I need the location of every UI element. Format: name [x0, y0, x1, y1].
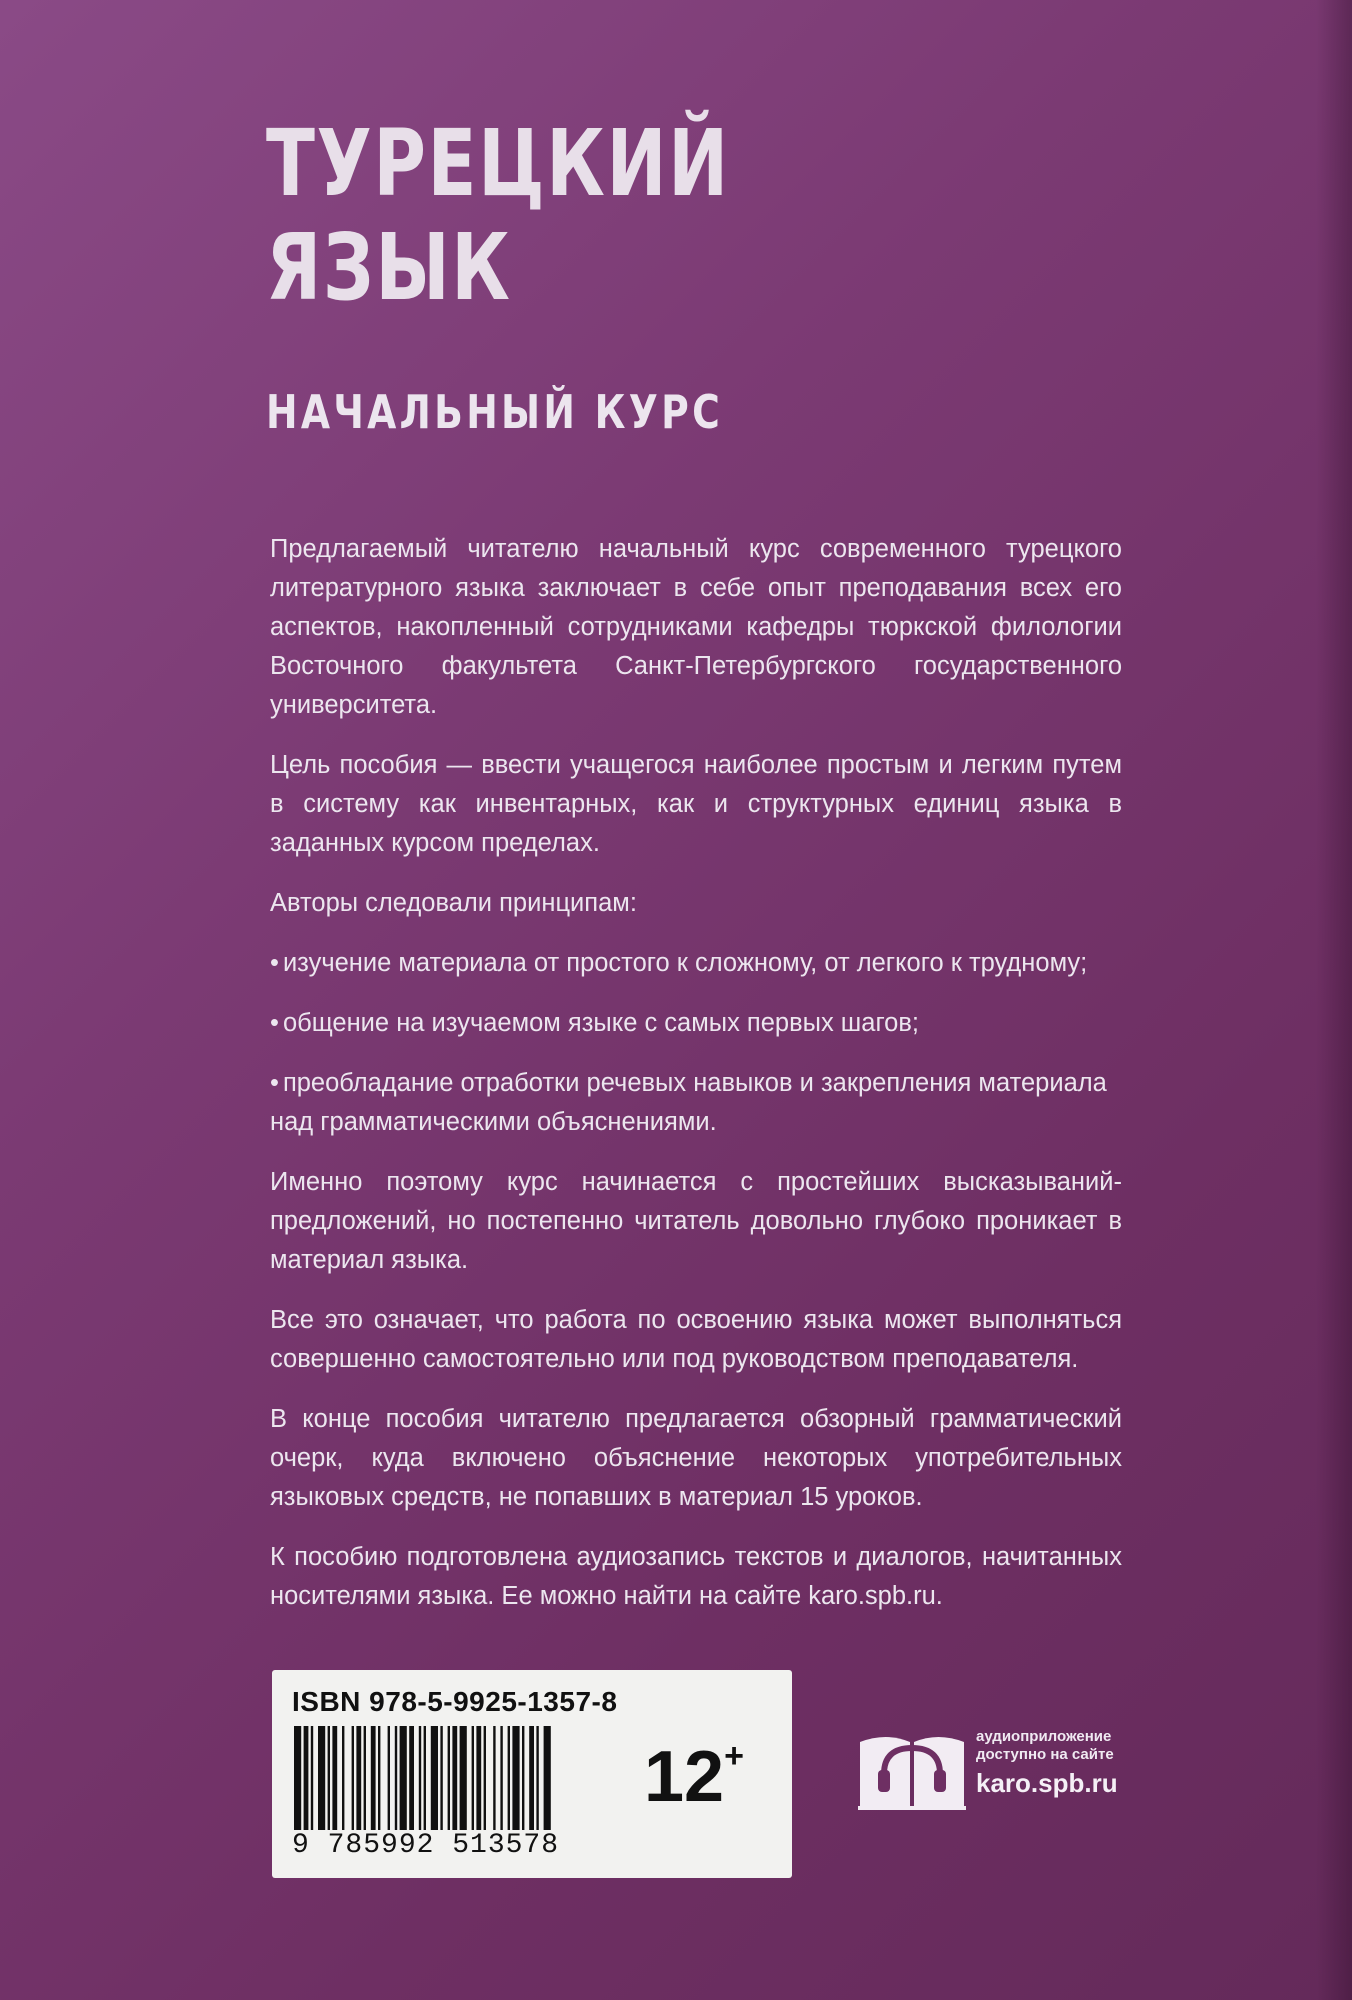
age-rating — [644, 1736, 744, 1818]
bullet-item — [270, 1064, 1122, 1142]
description-paragraph: Именно поэтому курс начинается с простейших высказываний-предложений, но постепенно читатель довольно глубоко проникает в материал языка. — [270, 1168, 1122, 1274]
description-paragraph: Предлагаемый читателю начальный курс современного турецкого литературного языка заключает в себе опыт преподавания всех его аспектов, накопленный сотрудниками кафедры тюркской филологии Восточного факультета Санкт-Петербургского государственного университета. — [270, 535, 1122, 719]
audio-badge — [856, 1722, 1126, 1812]
audio-site-link[interactable]: karo.spb.ru — [976, 1768, 1118, 1798]
description-text — [270, 530, 1122, 1637]
bullet-text: изучение материала от простого к сложному, от легкого к трудному; — [282, 949, 1088, 977]
audio-caption-line2: доступно на сайте — [976, 1746, 1114, 1763]
book-subtitle: НАЧАЛЬНЫЙ КУРС — [266, 385, 724, 439]
bullet-text: преобладание отработки речевых навыков и закрепления материала над грамматическими объяснениями. — [270, 1069, 1107, 1136]
description-paragraph: Все это означает, что работа по освоению языка может выполняться совершенно самостоятельно или под руководством преподавателя. — [270, 1306, 1122, 1373]
description-paragraph: К пособию подготовлена аудиозапись текстов и диалогов, начитанных носителями языка. Ее можно найти на сайте karo.spb.ru. — [270, 1543, 1122, 1610]
age-rating-number: 12 — [644, 1737, 725, 1817]
bullet-item — [270, 1004, 1122, 1043]
age-rating-plus: + — [724, 1737, 744, 1775]
description-paragraph: Авторы следовали принципам: — [270, 889, 637, 917]
bullet-item — [270, 944, 1122, 983]
book-title-line1: ТУРЕЦКИЙ — [266, 110, 730, 217]
book-headphones-icon — [856, 1722, 968, 1812]
audio-caption-line1: аудиоприложение — [976, 1728, 1112, 1745]
barcode-digits: 9 785992 513578 — [292, 1830, 560, 1861]
bullet-text: общение на изучаемом языке с самых первых шагов; — [282, 1009, 919, 1037]
bullet-dot-icon: • — [270, 949, 279, 977]
audio-caption — [976, 1728, 1114, 1764]
bullet-dot-icon: • — [270, 1009, 279, 1037]
description-paragraph: В конце пособия читателю предлагается обзорный грамматический очерк, куда включено объяснение некоторых употребительных языковых средств, не попавших в материал 15 уроков. — [270, 1405, 1122, 1511]
title-block — [266, 112, 1026, 320]
spine-shadow — [1316, 0, 1352, 2000]
description-paragraph: Цель пособия — ввести учащегося наиболее простым и легким путем в систему как инвентарных, как и структурных единиц языка в заданных курсом пределах. — [270, 751, 1122, 857]
barcode — [292, 1726, 638, 1830]
isbn-sticker — [272, 1670, 792, 1878]
bullet-dot-icon: • — [270, 1069, 279, 1097]
book-title-line2: ЯЗЫК — [266, 214, 512, 321]
isbn-label: ISBN 978-5-9925-1357-8 — [292, 1686, 618, 1717]
